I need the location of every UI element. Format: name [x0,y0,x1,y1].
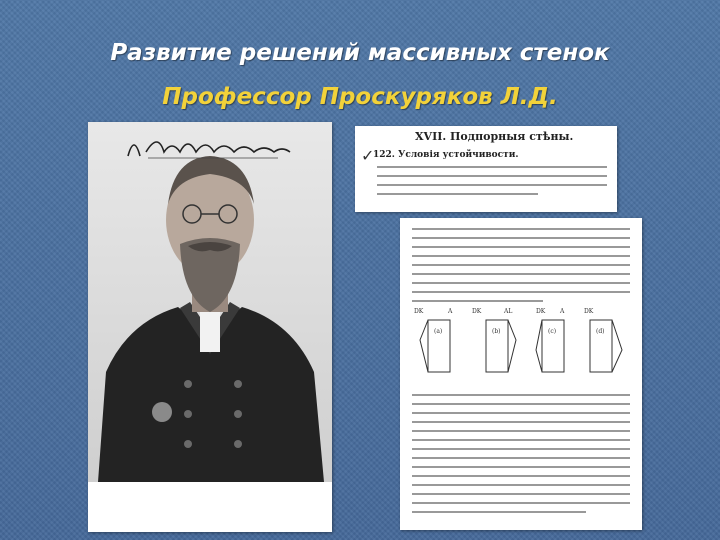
figure-label: DK [472,308,482,315]
handwritten-signature-icon [88,122,332,170]
wall-profile-figures-icon [408,310,634,382]
check-mark-icon: ✓ [361,146,375,165]
figure-label: DK [584,308,594,315]
panel-label: (d) [596,328,605,335]
slide-title: Развитие решений массивных стенок [110,40,610,66]
panel-label: (b) [492,328,501,335]
panel-label: (c) [548,328,557,335]
scan-subheading: 122. Условія устойчивости. [373,150,519,160]
scan-heading: XVII. Подпорныя стѣны. [415,130,574,143]
portrait-photo-icon [88,122,332,482]
panel-label: (a) [434,328,443,335]
figure-label: AL [504,308,513,315]
scan-text-lines-lower [412,394,630,520]
document-scan-bottom [400,218,642,530]
document-scan-top [355,126,617,212]
figure-label: DK [536,308,546,315]
figure-label: A [560,308,565,315]
slide-subtitle: Профессор Проскуряков Л.Д. [162,84,558,110]
figure-label: A [448,308,453,315]
scan-text-lines-upper [412,228,630,309]
portrait-photo [88,122,332,532]
figure-label: DK [414,308,424,315]
scan-text-lines [377,166,607,202]
